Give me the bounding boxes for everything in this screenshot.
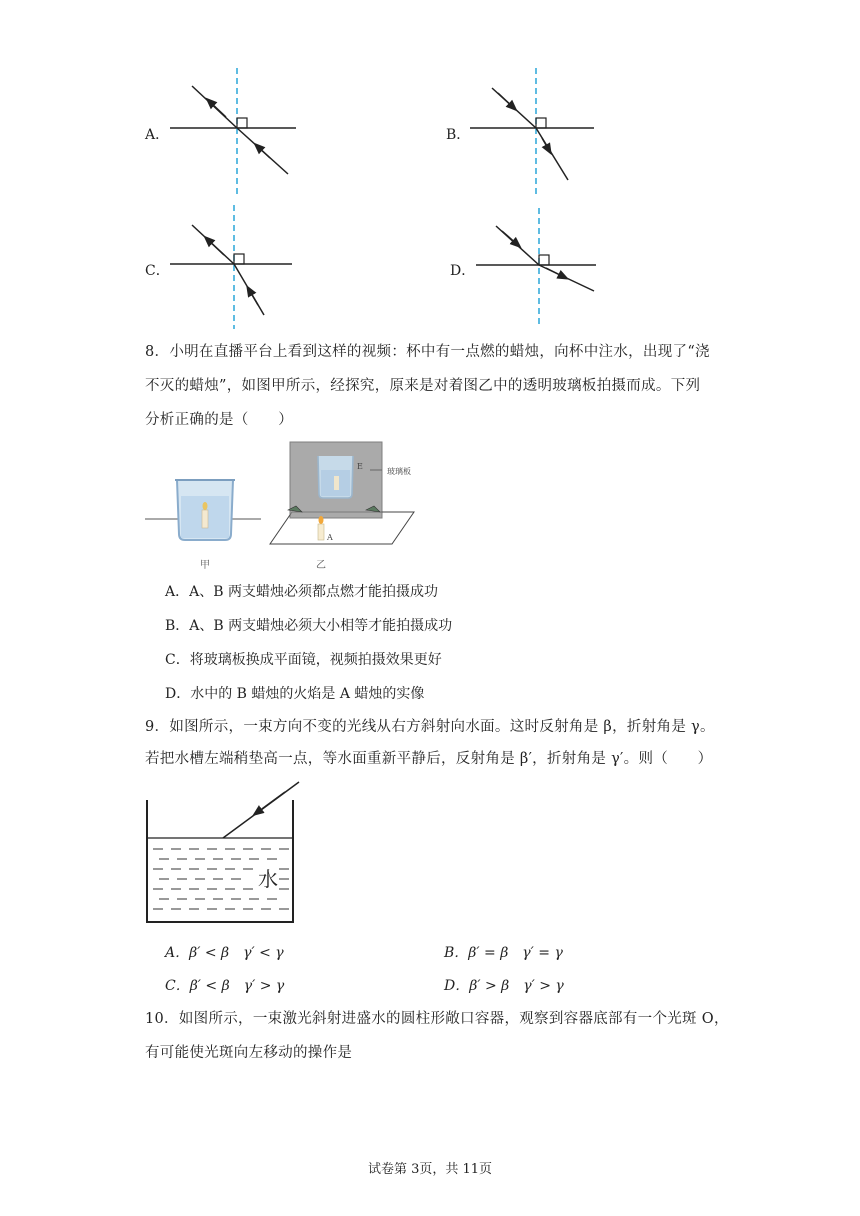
- figure-yi: [268, 440, 428, 555]
- q8-line-3: 分析正确的是（ ）: [145, 412, 293, 428]
- q10-line-2: 有可能使光斑向左移动的操作是: [145, 1045, 353, 1061]
- option-c-diagram: [170, 205, 300, 335]
- glass-plate-label: 玻璃板: [387, 467, 411, 476]
- option-a-diagram: [170, 68, 300, 198]
- option-d-label[interactable]: D．: [450, 263, 476, 279]
- water-label: 水: [258, 867, 278, 891]
- q10-line-1: 10．如图所示，一束激光斜射进盛水的圆柱形敞口容器，观察到容器底部有一个光斑 O，: [145, 1011, 729, 1027]
- option-c-label[interactable]: C．: [145, 263, 170, 279]
- q8-line-2: 不灭的蜡烛”，如图甲所示，经探究，原来是对着图乙中的透明玻璃板拍摄而成。下列: [145, 378, 701, 394]
- q9-line-2: 若把水槽左端稍垫高一点，等水面重新平静后，反射角是 β′，折射角是 γ′。则（ ）: [145, 751, 713, 767]
- q9-choice-c[interactable]: C．β′ < β γ′ > γ: [165, 978, 285, 994]
- option-a-label[interactable]: A．: [145, 127, 170, 143]
- q9-choice-d[interactable]: D．β′ > β γ′ > γ: [444, 978, 564, 994]
- q9-choice-b[interactable]: B．β′ = β γ′ = γ: [444, 945, 563, 961]
- q9-choice-a[interactable]: A．β′ < β γ′ < γ: [165, 945, 284, 961]
- option-b-label[interactable]: B．: [446, 127, 471, 143]
- q8-choice-c[interactable]: C．将玻璃板换成平面镜，视频拍摄效果更好: [165, 652, 442, 668]
- label-a: A: [327, 533, 333, 542]
- q8-choice-d[interactable]: D．水中的 B 蜡烛的火焰是 A 蜡烛的实像: [165, 686, 425, 702]
- figure-jia-caption: 甲: [200, 560, 210, 571]
- q8-choice-a[interactable]: A．A、B 两支蜡烛必须都点燃才能拍摄成功: [165, 584, 438, 600]
- q8-line-1: 8．小明在直播平台上看到这样的视频：杯中有一点燃的蜡烛，向杯中注水，出现了“浇: [145, 344, 710, 360]
- figure-yi-caption: 乙: [316, 560, 326, 571]
- label-e: E: [357, 462, 363, 471]
- q8-choice-b[interactable]: B．A、B 两支蜡烛必须大小相等才能拍摄成功: [165, 618, 453, 634]
- page-footer: 试卷第 3页，共 11页: [367, 1162, 493, 1177]
- option-d-diagram: [476, 208, 606, 328]
- option-b-diagram: [470, 68, 600, 198]
- q9-line-1: 9．如图所示，一束方向不变的光线从右方斜射向水面。这时反射角是 β，折射角是 γ。: [145, 719, 715, 735]
- figure-jia: [145, 470, 265, 560]
- water-tank-diagram: [145, 780, 305, 925]
